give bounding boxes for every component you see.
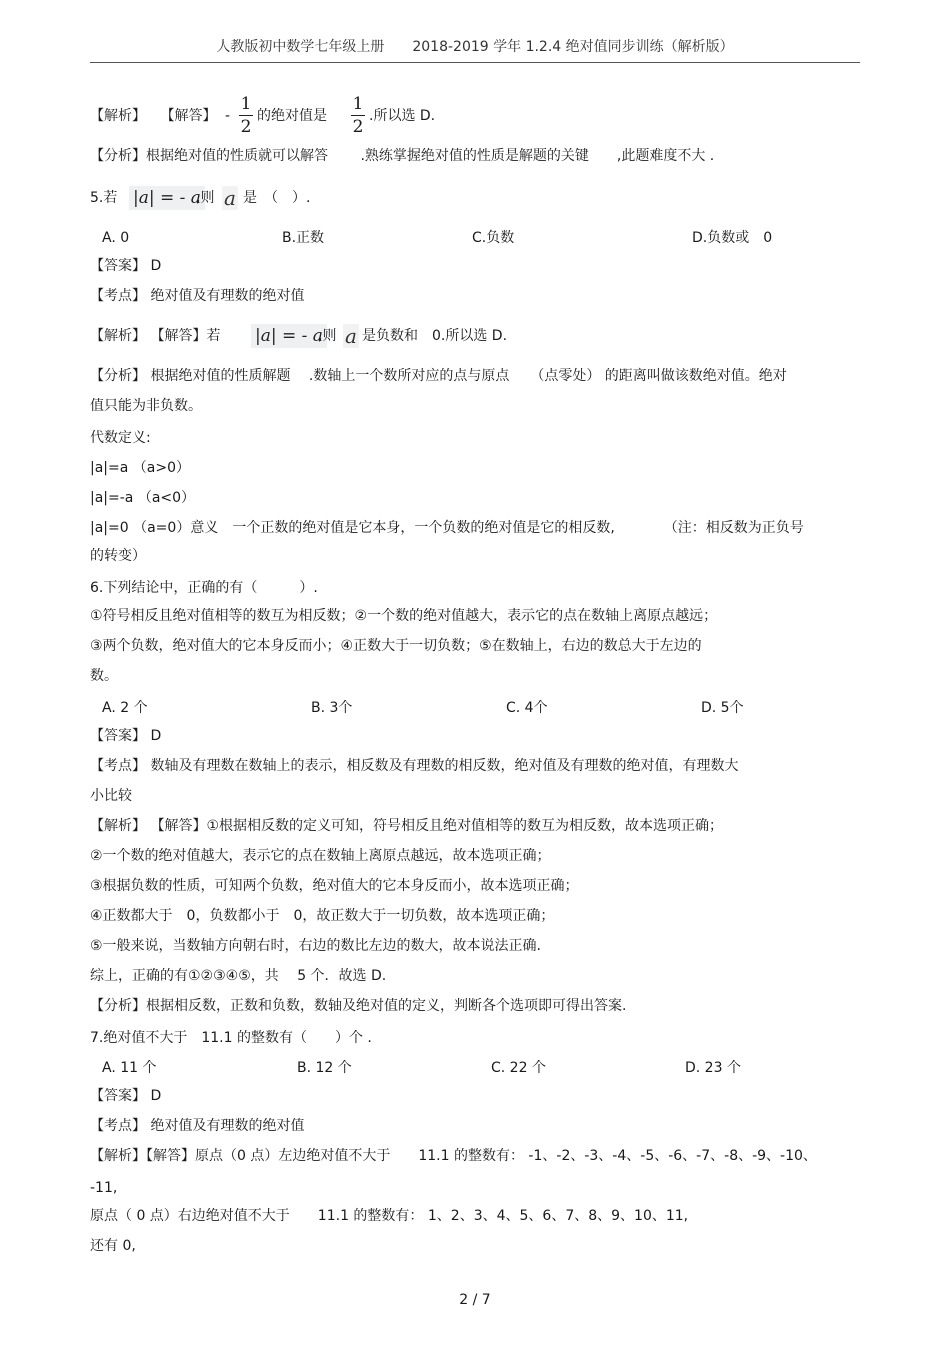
minus-sign: - <box>225 108 231 124</box>
q6-kaodian-1: 【考点】 数轴及有理数在数轴上的表示，相反数及有理数的相反数，绝对值及有理数的绝对值，有理数大 <box>90 758 739 774</box>
variable-a: a <box>345 324 357 348</box>
q4-fenxi: 【分析】根据绝对值的性质就可以解答 .熟练掌握绝对值的性质是解题的关键 ,此题难度不大 . <box>90 148 715 164</box>
q5-fenxi-2: 值只能为非负数。 <box>90 398 202 414</box>
q5-def-1: |a|=a （a>0） <box>90 460 190 476</box>
header-divider <box>90 62 860 63</box>
q5-def-3: |a|=0 （a=0）意义 一个正数的绝对值是它本身，一个负数的绝对值是它的相反数, （注：相反数为正负号 <box>90 520 804 536</box>
q6-jiexi-6: 综上，正确的有①②③④⑤，共 5 个．故选 D. <box>90 968 387 984</box>
q5-jiexi-mid: ,则 <box>318 328 337 344</box>
answer-label: 【解答】 <box>160 108 217 124</box>
variable-a: a <box>224 186 236 210</box>
fraction-half <box>239 94 253 137</box>
q6-option-d: D. 5个 <box>701 700 744 716</box>
q5-def-2: |a|=-a （a<0） <box>90 490 196 506</box>
fraction-denominator: 2 <box>352 117 364 137</box>
q4-mid-text: 的绝对值是 <box>257 108 327 124</box>
q7-stem: 7.绝对值不大于 11.1 的整数有（ ）个 . <box>90 1030 372 1046</box>
q6-statement-1: ①符号相反且绝对值相等的数互为相反数；②一个数的绝对值越大，表示它的点在数轴上离原点越远； <box>90 608 718 624</box>
fraction-half-2 <box>351 94 365 137</box>
q6-statement-2: ③两个负数，绝对值大的它本身反而小；④正数大于一切负数；⑤在数轴上，右边的数总大于左边的 <box>90 638 702 654</box>
q7-kaodian: 【考点】 绝对值及有理数的绝对值 <box>90 1118 305 1134</box>
q7-jiexi-3: 原点（ 0 点）右边绝对值不大于 11.1 的整数有： 1、2、3、4、5、6、7、8、9、10、11, <box>90 1208 689 1224</box>
fraction-numerator: 1 <box>352 94 364 114</box>
abs-formula: |a| = - a <box>129 186 205 210</box>
q6-option-b: B. 3个 <box>311 700 353 716</box>
fraction-numerator: 1 <box>240 94 252 114</box>
q6-jiexi-3: ③根据负数的性质，可知两个负数，绝对值大的它本身反而小，故本选项正确； <box>90 878 579 894</box>
q5-option-d: D.负数或 0 <box>692 230 773 246</box>
q6-jiexi-2: ②一个数的绝对值越大，表示它的点在数轴上离原点越远，故本选项正确； <box>90 848 551 864</box>
q6-fenxi: 【分析】根据相反数，正数和负数，数轴及绝对值的定义，判断各个选项即可得出答案. <box>90 998 627 1014</box>
q7-jiexi-2: -11, <box>90 1180 118 1196</box>
q7-jiexi-1: 【解析】【解答】原点（0 点）左边绝对值不大于 11.1 的整数有： -1、-2、-3、-4、-5、-6、-7、-8、-9、-10、 <box>90 1148 817 1164</box>
q5-def-title: 代数定义: <box>90 430 151 446</box>
q7-option-d: D. 23 个 <box>685 1060 741 1076</box>
q7-option-b: B. 12 个 <box>297 1060 352 1076</box>
analysis-label: 【解析】 <box>90 108 146 124</box>
q7-option-a: A. 11 个 <box>102 1060 157 1076</box>
q6-jiexi-4: ④正数都大于 0，负数都小于 0，故正数大于一切负数，故本选项正确； <box>90 908 555 924</box>
q5-option-b: B.正数 <box>282 230 325 246</box>
q6-statement-3: 数。 <box>90 668 118 684</box>
q5-answer: 【答案】 D <box>90 258 162 274</box>
q4-analysis-line <box>90 106 216 126</box>
q7-jiexi-4: 还有 0, <box>90 1238 136 1254</box>
q5-stem-pre: 5.若 <box>90 190 118 206</box>
q5-option-a: A. 0 <box>102 230 130 246</box>
abs-formula: |a| = - a <box>251 324 327 348</box>
q6-jiexi-5: ⑤一般来说，当数轴方向朝右时，右边的数比左边的数大，故本说法正确. <box>90 938 541 954</box>
q7-answer: 【答案】 D <box>90 1088 162 1104</box>
q5-fenxi-1: 【分析】 根据绝对值的性质解题 .数轴上一个数所对应的点与原点 （点零处） 的距离叫做该数绝对值。绝对 <box>90 368 787 384</box>
fraction-bar <box>239 115 253 116</box>
page-number: 2 / 7 <box>459 1292 491 1308</box>
q6-option-a: A. 2 个 <box>102 700 148 716</box>
q6-stem: 6.下列结论中，正确的有（ ）. <box>90 580 318 596</box>
q5-stem-mid: ,则 <box>196 190 215 206</box>
q5-stem-post: 是 （ ）. <box>243 190 311 206</box>
fraction-denominator: 2 <box>240 117 252 137</box>
page-header: 人教版初中数学七年级上册 2018-2019 学年 1.2.4 绝对值同步训练（解析版） <box>216 39 734 55</box>
q5-jiexi-pre: 【解析】 【解答】若 <box>90 328 221 344</box>
q4-end-text: .所以选 D. <box>369 108 436 124</box>
fraction-bar <box>351 115 365 116</box>
q5-def-4: 的转变） <box>90 548 146 564</box>
q5-jiexi-post: 是负数和 0.所以选 D. <box>362 328 508 344</box>
q6-kaodian-2: 小比较 <box>90 788 132 804</box>
q6-answer: 【答案】 D <box>90 728 162 744</box>
q7-option-c: C. 22 个 <box>491 1060 546 1076</box>
q5-option-c: C.负数 <box>472 230 515 246</box>
q6-option-c: C. 4个 <box>506 700 548 716</box>
q6-jiexi-1: 【解析】 【解答】①根据相反数的定义可知，符号相反且绝对值相等的数互为相反数，故本选项正确； <box>90 818 723 834</box>
q5-kaodian: 【考点】 绝对值及有理数的绝对值 <box>90 288 305 304</box>
